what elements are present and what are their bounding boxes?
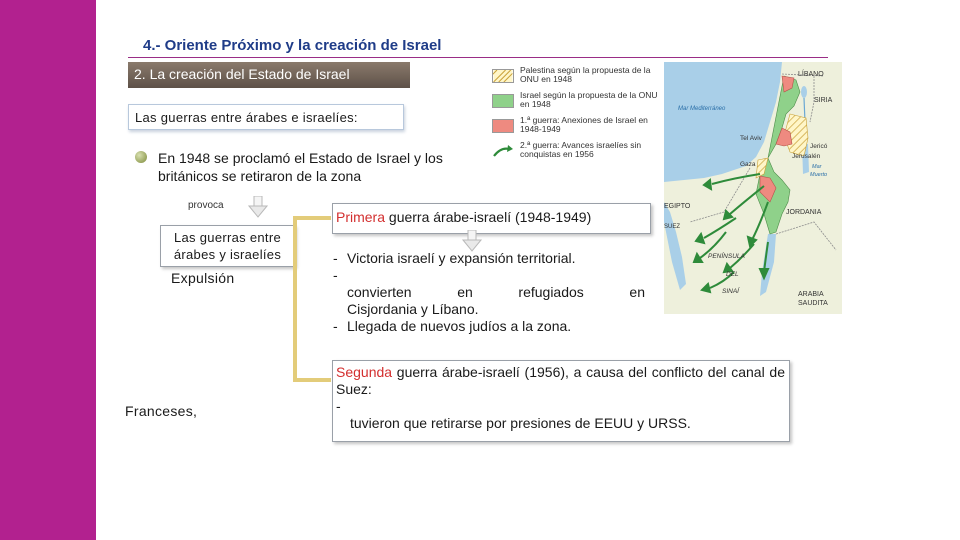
down-arrow-icon xyxy=(248,196,268,218)
list-item: - xyxy=(333,267,338,283)
legend-item: 2.ª guerra: Avances israelíes sin conquistas en 1956 xyxy=(492,141,660,159)
second-war-dash: - xyxy=(336,398,341,414)
map-label-telaviv: Tel Aviv xyxy=(740,135,762,142)
connector-branch-first xyxy=(293,216,331,220)
list-item: - Victoria israelí y expansión territorial. xyxy=(333,250,576,266)
israel-map xyxy=(664,62,842,314)
map-label-del: DEL xyxy=(726,271,739,278)
legend-item: Israel según la propuesta de la ONU en 1948 xyxy=(492,91,660,109)
map-label-jordania: JORDANIA xyxy=(786,209,822,216)
down-arrow-icon xyxy=(462,230,482,252)
connector-line xyxy=(293,218,297,381)
main-point-text: En 1948 se proclamó el Estado de Israel y los británicos se retiraron de la zona xyxy=(158,150,443,184)
second-war-box xyxy=(332,360,790,442)
section-subtitle: 2. La creación del Estado de Israel xyxy=(128,62,410,88)
sidebar-band xyxy=(0,0,96,540)
title-divider xyxy=(128,57,828,58)
map-legend xyxy=(488,62,664,170)
legend-item: 1.ª guerra: Anexiones de Israel en 1948-1949 xyxy=(492,116,660,134)
green-swatch-icon xyxy=(492,94,514,108)
second-war-consequence: tuvieron que retirarse por presiones de EEUU y URSS. xyxy=(350,415,691,431)
map-label-mar: Mar Mediterráneo xyxy=(678,106,726,112)
map-label-mar-muerto: Mar xyxy=(812,164,822,170)
refugee-line-end: Cisjordania y Líbano. xyxy=(347,301,479,317)
list-item: - Llegada de nuevos judíos a la zona. xyxy=(333,318,572,334)
map-label-peninsula: PENÍNSULA xyxy=(708,253,745,260)
first-war-consequences xyxy=(333,250,645,335)
advance-arrow-icon xyxy=(492,144,514,158)
wars-heading: Las guerras entre árabes e israelíes: xyxy=(128,104,404,130)
franceses-label: Franceses, xyxy=(125,403,198,419)
map-label-jerusalen: Jerusalén xyxy=(792,153,821,160)
map-label-egipto: EGIPTO xyxy=(664,203,691,210)
connector-branch-second xyxy=(293,378,331,382)
map-label-suez: SUEZ xyxy=(664,224,681,230)
map-label-saudita: SAUDITA xyxy=(798,300,828,307)
map-label-sinai: SINAÍ xyxy=(722,288,739,295)
refugee-line: convierten en refugiados en xyxy=(347,284,645,300)
slide-title: 4.- Oriente Próximo y la creación de Israel xyxy=(143,37,442,54)
map-label-libano: LÍBANO xyxy=(798,71,824,78)
bullet-icon xyxy=(135,151,147,163)
wars-box: Las guerras entre árabes y israelíes xyxy=(160,225,295,267)
expulsion-label: Expulsión xyxy=(171,270,235,286)
hatched-swatch-icon xyxy=(492,69,514,83)
map-label-jerico: Jericó xyxy=(810,143,828,150)
second-war-title: Segunda guerra árabe-israelí (1956), a causa del conflicto del canal de Suez: xyxy=(336,364,785,397)
red-swatch-icon xyxy=(492,119,514,133)
first-war-highlight: Primera xyxy=(336,209,386,225)
map-label-arabia: ARABIA xyxy=(798,291,824,298)
provoca-label: provoca xyxy=(188,200,224,211)
map-label-muerto: Muerto xyxy=(810,172,828,178)
map-label-gaza: Gaza xyxy=(740,161,756,168)
map-label-siria: SIRIA xyxy=(814,97,833,104)
legend-item: Palestina según la propuesta de la ONU en 1948 xyxy=(492,66,660,84)
second-war-highlight: Segunda xyxy=(336,364,393,380)
first-war-box xyxy=(332,203,651,234)
first-war-title: guerra árabe-israelí (1948-1949) xyxy=(385,209,592,225)
